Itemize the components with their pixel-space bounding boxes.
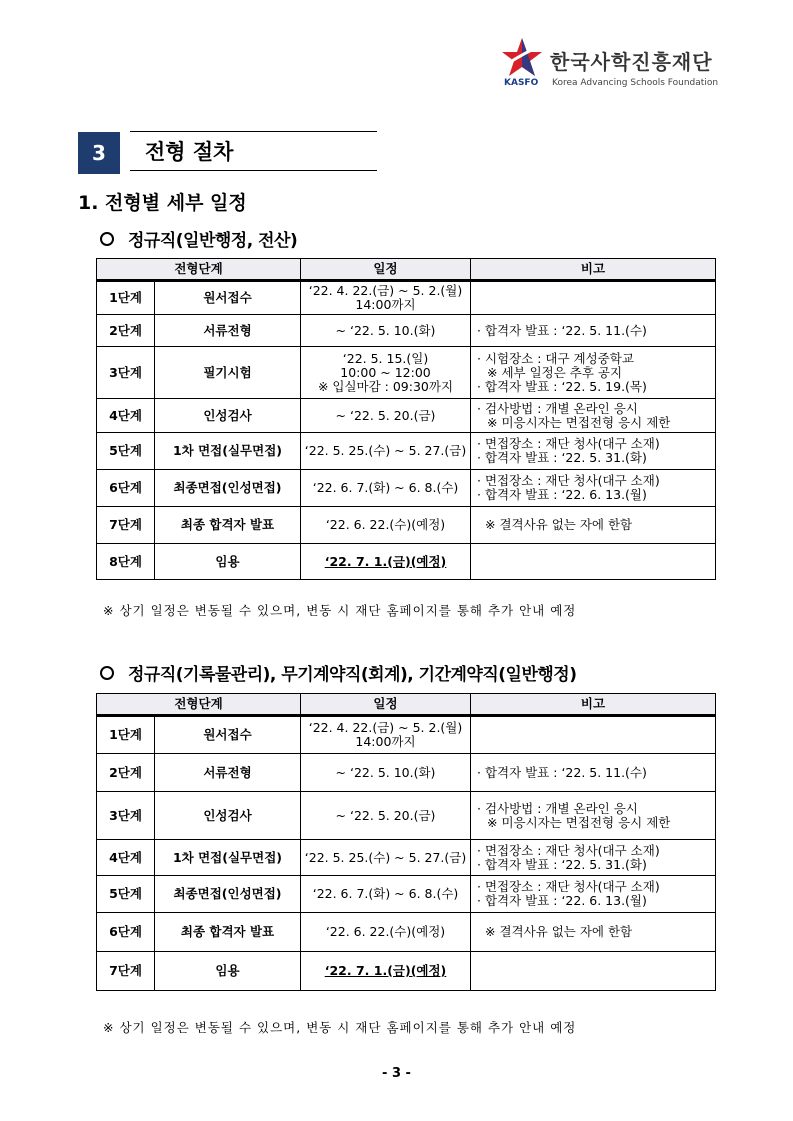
notes-cell xyxy=(471,544,716,580)
stage-name-cell: 1차 면접(실무면접) xyxy=(155,433,301,470)
note-line: · 합격자 발표 : ‘22. 6. 13.(월) xyxy=(477,487,647,502)
header-schedule: 일정 xyxy=(301,694,471,716)
step-cell: 8단계 xyxy=(97,544,155,580)
schedule-cell xyxy=(301,792,471,840)
stage-name-cell: 원서접수 xyxy=(155,281,301,315)
schedule-line: ‘22. 7. 1.(금)(예정) xyxy=(324,553,447,569)
schedule-cell xyxy=(301,470,471,507)
notes-cell xyxy=(471,507,716,544)
schedule-line: ‘22. 6. 22.(수)(예정) xyxy=(325,517,446,532)
schedule-line: ‘22. 6. 7.(화) ~ 6. 8.(수) xyxy=(312,480,459,495)
schedule-cell xyxy=(301,315,471,347)
note-line: · 면접장소 : 재단 청사(대구 소재) xyxy=(477,842,660,858)
step-cell: 3단계 xyxy=(97,792,155,840)
table-row xyxy=(97,876,716,913)
header-notes: 비고 xyxy=(471,694,716,716)
notes-cell xyxy=(471,913,716,952)
note-line: · 면접장소 : 재단 청사(대구 소재) xyxy=(477,473,660,488)
table-row xyxy=(97,507,716,544)
stage-name-cell: 필기시험 xyxy=(155,347,301,399)
schedule-line: ‘22. 5. 15.(일) xyxy=(342,350,429,366)
note-line: ※ 결격사유 없는 자에 한함 xyxy=(485,517,633,532)
step-cell: 4단계 xyxy=(97,399,155,433)
table-row xyxy=(97,470,716,507)
schedule-line: ~ ‘22. 5. 20.(금) xyxy=(335,407,436,423)
table-row xyxy=(97,281,716,315)
schedule-cell xyxy=(301,716,471,754)
table-title xyxy=(100,226,297,251)
step-cell: 2단계 xyxy=(97,754,155,792)
schedule-cell xyxy=(301,433,471,470)
step-cell: 5단계 xyxy=(97,876,155,913)
note-line: · 시험장소 : 대구 계성중학교 xyxy=(477,350,634,366)
note-line: · 합격자 발표 : ‘22. 5. 11.(수) xyxy=(477,764,647,780)
step-cell: 6단계 xyxy=(97,470,155,507)
header-schedule: 일정 xyxy=(301,259,471,281)
table-row xyxy=(97,433,716,470)
table-row xyxy=(97,399,716,433)
stage-name-cell: 최종 합격자 발표 xyxy=(155,507,301,544)
schedule-line: ‘22. 6. 22.(수)(예정) xyxy=(325,924,446,939)
table-row xyxy=(97,952,716,991)
schedule-line: 14:00까지 xyxy=(355,734,416,749)
schedule-line: ‘22. 4. 22.(금) ~ 5. 2.(월) xyxy=(308,720,463,735)
schedule-line: ‘22. 5. 25.(수) ~ 5. 27.(금) xyxy=(304,443,467,458)
table-footnote: ※ 상기 일정은 변동될 수 있으며, 변동 시 재단 홈페이지를 통해 추가 안내 예정 xyxy=(103,1020,577,1035)
step-cell: 6단계 xyxy=(97,913,155,952)
page-heading: 1. 전형별 세부 일정 xyxy=(78,192,247,214)
table-title-text: 정규직(기록물관리), 무기계약직(회계), 기간계약직(일반행정) xyxy=(128,665,577,685)
step-cell: 1단계 xyxy=(97,716,155,754)
note-line: · 합격자 발표 : ‘22. 5. 11.(수) xyxy=(477,322,647,338)
table-row xyxy=(97,315,716,347)
notes-cell xyxy=(471,840,716,876)
step-cell: 5단계 xyxy=(97,433,155,470)
schedule-cell xyxy=(301,347,471,399)
section-number: 3 xyxy=(78,132,120,174)
schedule-cell xyxy=(301,281,471,315)
note-line: ※ 미응시자는 면접전형 응시 제한 xyxy=(487,414,671,430)
header-stage: 전형단계 xyxy=(97,259,301,281)
table-header-row xyxy=(97,694,716,716)
schedule-line: ‘22. 4. 22.(금) ~ 5. 2.(월) xyxy=(308,283,463,298)
circle-bullet-icon xyxy=(100,232,114,246)
note-line: · 면접장소 : 재단 청사(대구 소재) xyxy=(477,436,660,451)
schedule-line: ~ ‘22. 5. 10.(화) xyxy=(335,764,436,780)
note-line: · 검사방법 : 개별 온라인 응시 xyxy=(477,400,638,416)
note-line: · 합격자 발표 : ‘22. 6. 13.(월) xyxy=(477,893,647,908)
schedule-line: ‘22. 7. 1.(금)(예정) xyxy=(324,963,447,978)
star-logo-icon xyxy=(500,36,546,80)
note-line: · 검사방법 : 개별 온라인 응시 xyxy=(477,800,638,816)
table-row xyxy=(97,913,716,952)
notes-cell xyxy=(471,281,716,315)
table-row xyxy=(97,544,716,580)
circle-bullet-icon xyxy=(100,666,114,680)
stage-name-cell: 서류전형 xyxy=(155,754,301,792)
schedule-table xyxy=(96,693,716,991)
table-title-text: 정규직(일반행정, 전산) xyxy=(128,231,298,251)
stage-name-cell: 인성검사 xyxy=(155,399,301,433)
header-notes: 비고 xyxy=(471,259,716,281)
stage-name-cell: 임용 xyxy=(155,544,301,580)
schedule-cell xyxy=(301,507,471,544)
schedule-cell xyxy=(301,399,471,433)
table-footnote: ※ 상기 일정은 변동될 수 있으며, 변동 시 재단 홈페이지를 통해 추가 안내 예정 xyxy=(103,603,577,618)
stage-name-cell: 1차 면접(실무면접) xyxy=(155,840,301,876)
note-line: · 합격자 발표 : ‘22. 5. 31.(화) xyxy=(477,856,647,872)
step-cell: 3단계 xyxy=(97,347,155,399)
notes-cell xyxy=(471,792,716,840)
stage-name-cell: 원서접수 xyxy=(155,716,301,754)
step-cell: 2단계 xyxy=(97,315,155,347)
step-cell: 7단계 xyxy=(97,952,155,991)
notes-cell xyxy=(471,952,716,991)
note-line: ※ 결격사유 없는 자에 한함 xyxy=(485,924,633,939)
notes-cell xyxy=(471,754,716,792)
schedule-cell xyxy=(301,840,471,876)
notes-cell xyxy=(471,433,716,470)
logo-subtitle: Korea Advancing Schools Foundation xyxy=(552,78,719,88)
table-row xyxy=(97,754,716,792)
note-line: · 합격자 발표 : ‘22. 5. 19.(목) xyxy=(477,378,647,394)
table-header-row xyxy=(97,259,716,281)
notes-cell xyxy=(471,876,716,913)
step-cell: 4단계 xyxy=(97,840,155,876)
stage-name-cell: 최종 합격자 발표 xyxy=(155,913,301,952)
notes-cell xyxy=(471,399,716,433)
logo-name: 한국사학진흥재단 xyxy=(550,50,713,74)
note-line: ※ 미응시자는 면접전형 응시 제한 xyxy=(487,814,671,830)
notes-cell xyxy=(471,470,716,507)
schedule-line: ~ ‘22. 5. 20.(금) xyxy=(335,807,436,823)
schedule-line: ~ ‘22. 5. 10.(화) xyxy=(335,322,436,338)
table-row xyxy=(97,347,716,399)
table-row xyxy=(97,716,716,754)
step-cell: 1단계 xyxy=(97,281,155,315)
note-line: · 합격자 발표 : ‘22. 5. 31.(화) xyxy=(477,450,647,465)
schedule-cell xyxy=(301,544,471,580)
foundation-logo xyxy=(500,36,730,94)
schedule-cell xyxy=(301,952,471,991)
schedule-line: ‘22. 6. 7.(화) ~ 6. 8.(수) xyxy=(312,886,459,901)
schedule-line: 10:00 ~ 12:00 xyxy=(340,364,431,380)
section-title: 전형 절차 xyxy=(130,131,377,171)
schedule-cell xyxy=(301,876,471,913)
header-stage: 전형단계 xyxy=(97,694,301,716)
stage-name-cell: 임용 xyxy=(155,952,301,991)
page-number: - 3 - xyxy=(382,1066,411,1081)
stage-name-cell: 인성검사 xyxy=(155,792,301,840)
stage-name-cell: 서류전형 xyxy=(155,315,301,347)
schedule-line: 14:00까지 xyxy=(355,297,416,312)
schedule-cell xyxy=(301,913,471,952)
table-row xyxy=(97,792,716,840)
note-line: · 면접장소 : 재단 청사(대구 소재) xyxy=(477,879,660,894)
note-line: ※ 세부 일정은 추후 공지 xyxy=(487,364,623,380)
stage-name-cell: 최종면접(인성면접) xyxy=(155,470,301,507)
logo-abbreviation: KASFO xyxy=(504,78,539,88)
table-row xyxy=(97,840,716,876)
schedule-cell xyxy=(301,754,471,792)
notes-cell xyxy=(471,347,716,399)
schedule-line: ‘22. 5. 25.(수) ~ 5. 27.(금) xyxy=(304,849,467,865)
step-cell: 7단계 xyxy=(97,507,155,544)
notes-cell xyxy=(471,315,716,347)
schedule-table xyxy=(96,258,716,580)
table-title xyxy=(100,660,577,685)
stage-name-cell: 최종면접(인성면접) xyxy=(155,876,301,913)
notes-cell xyxy=(471,716,716,754)
schedule-line: ※ 입실마감 : 09:30까지 xyxy=(317,378,454,394)
